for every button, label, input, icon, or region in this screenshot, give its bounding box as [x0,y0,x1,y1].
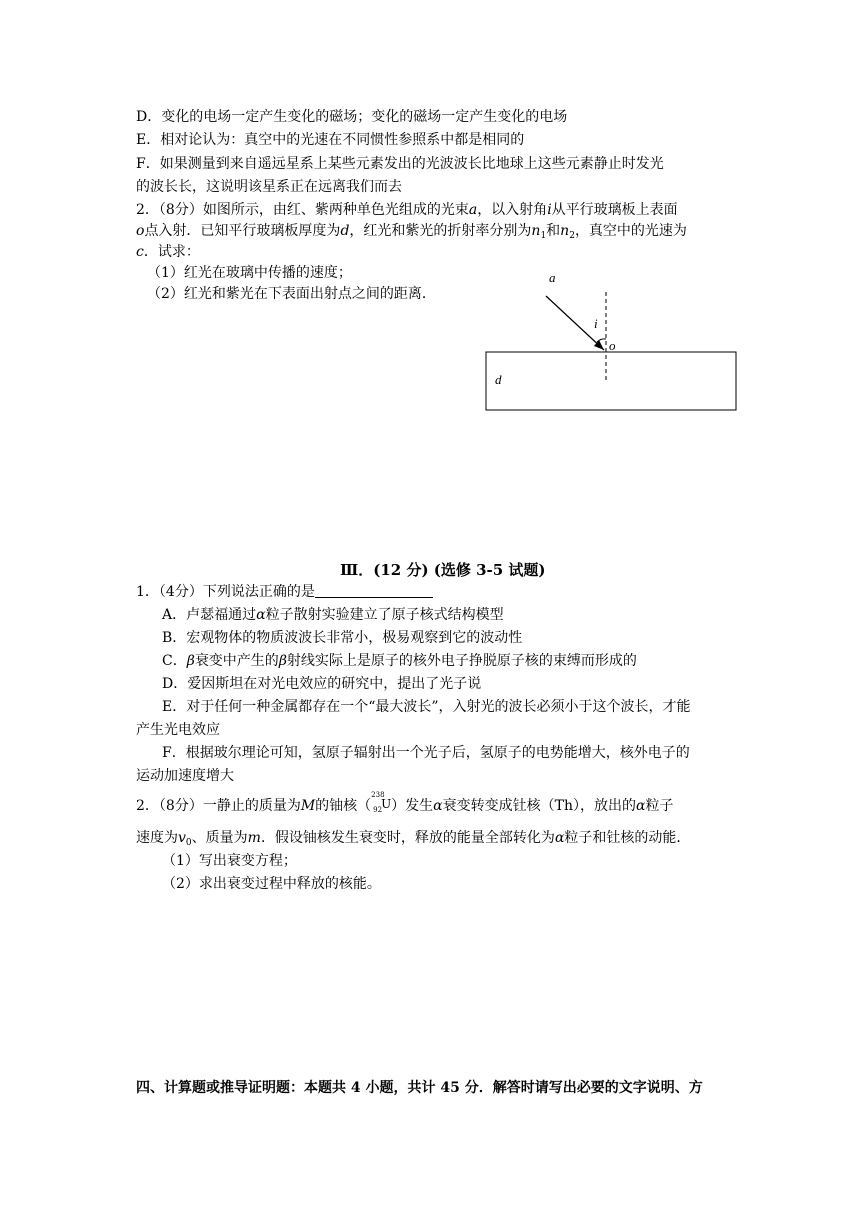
q2-sub2: （2）红光和紫光在下表面出射点之间的距离． [147,286,436,302]
label-o: o [609,338,616,353]
option-f-line1: F．如果测量到来自遥远星系上某些元素发出的光波波长比地球上这些元素静止时发光 [136,156,664,172]
glass-plate [486,352,736,410]
s3-q2-line2: 速度为$v_0$、质量为m．假设铀核发生衰变时，释放的能量全部转化为α粒子和钍核的动能． [136,830,691,848]
label-d: d [495,372,502,387]
q2-sub1: （1）红光在玻璃中传播的速度； [147,265,352,281]
s3-option-d: D．爱因斯坦在对光电效应的研究中，提出了光子说 [162,676,482,692]
s3-option-f-line1: F．根据玻尔理论可知，氢原子辐射出一个光子后，氢原子的电势能增大，核外电子的 [162,745,690,761]
refraction-diagram [470,262,750,422]
s3-option-e-line1: E．对于任何一种金属都存在一个“最大波长”，入射光的波长必须小于这个波长，才能 [162,699,691,715]
q2-line1: 2．（8分）如图所示，由红、紫两种单色光组成的光束a，以入射角i从平行玻璃板上表面 [136,202,678,218]
section4-title: 四、计算题或推导证明题：本题共 4 小题，共计 45 分．解答时请写出必要的文字说明、方 [136,1080,703,1096]
option-f-line2: 的波长长，这说明该星系正在远离我们而去 [136,179,402,195]
s3-option-c: C．β衰变中产生的β射线实际上是原子的核外电子挣脱原子核的束缚而形成的 [162,653,637,669]
q2-line3: c．试求： [136,244,200,260]
option-d: D．变化的电场一定产生变化的磁场；变化的磁场一定产生变化的电场 [136,109,568,125]
uranium-nuclide: 238 92 U [371,791,392,814]
option-e: E．相对论认为：真空中的光速在不同惯性参照系中都是相同的 [136,132,525,148]
q2-line2: o点入射．已知平行玻璃板厚度为d，红光和紫光的折射率分别为$n_1$和$n_2$，真空中的光速为 [136,223,687,241]
s3-q2-line1: 2．（8分）一静止的质量为M的铀核（ 238 92 U ）发生α衰变转变成钍核（Th），放出的α粒子 [136,791,674,814]
s3-option-b: B．宏观物体的物质波波长非常小，极易观察到它的波动性 [162,630,523,646]
label-i: i [594,316,598,331]
s3-option-a: A．卢瑟福通过α粒子散射实验建立了原子核式结构模型 [162,607,504,623]
s3-q2-sub1: （1）写出衰变方程； [162,853,297,869]
s3-q1: 1．（4分）下列说法正确的是 [136,582,433,602]
s3-option-e-line2: 产生光电效应 [136,722,220,738]
label-a: a [549,270,556,285]
s3-option-f-line2: 运动加速度增大 [136,768,234,784]
section3-title: Ⅲ．(12 分) (选修 3-5 试题) [340,561,546,579]
s3-q2-sub2: （2）求出衰变过程中释放的核能。 [162,876,381,892]
answer-blank [315,583,433,598]
